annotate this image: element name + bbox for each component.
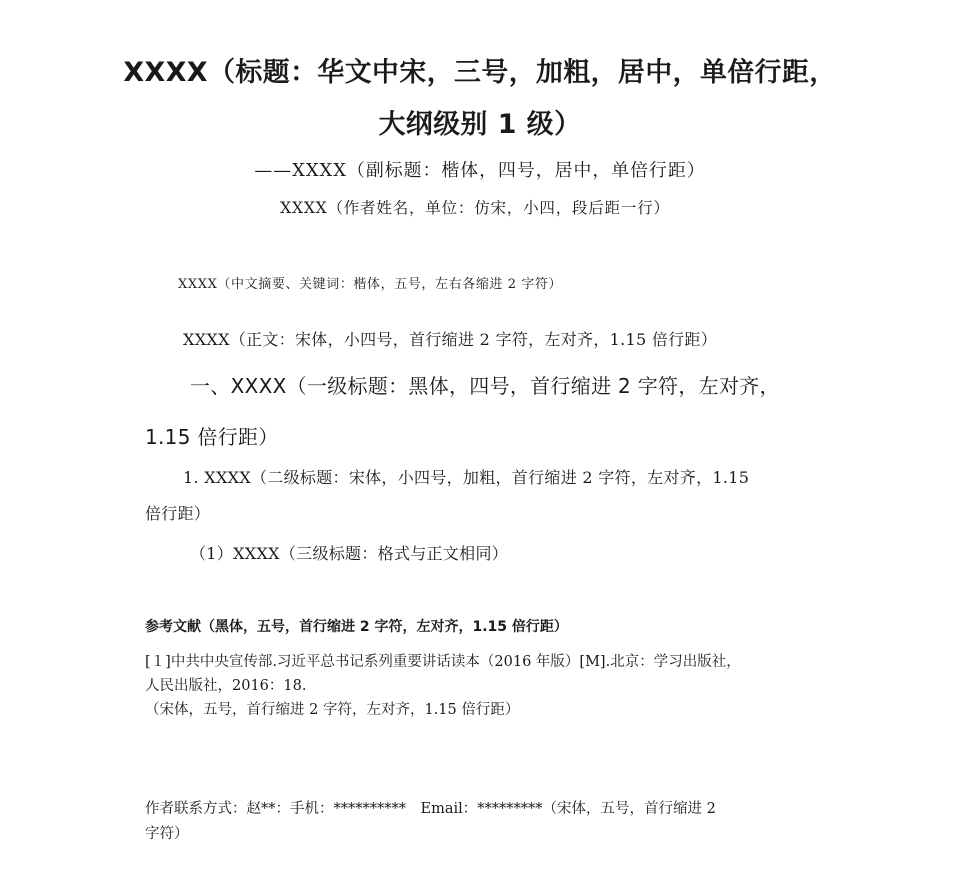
abstract-line: XXXX（中文摘要、关键词：楷体，五号，左右各缩进 2 字符）: [178, 277, 563, 292]
author-info: XXXX（作者姓名，单位：仿宋，小四，段后距一行）: [280, 199, 670, 217]
document-subtitle: ——XXXX（副标题：楷体，四号，居中，单倍行距）: [254, 160, 706, 181]
heading-level-2-line-1: 1. XXXX（二级标题：宋体，小四号，加粗，首行缩进 2 字符，左对齐，1.15: [183, 468, 750, 487]
reference-format-note: （宋体，五号，首行缩进 2 字符，左对齐，1.15 倍行距）: [145, 702, 520, 718]
reference-item-1-line-2: 人民出版社，2016：18.: [145, 678, 307, 694]
author-contact-line-2: 字符）: [145, 826, 189, 842]
heading-level-1-line-1: 一、XXXX（一级标题：黑体，四号，首行缩进 2 字符，左对齐，: [190, 374, 780, 398]
document-title-line-2: 大纲级别 1 级）: [378, 109, 582, 140]
body-text-line: XXXX（正文：宋体，小四号，首行缩进 2 字符，左对齐，1.15 倍行距）: [183, 330, 718, 349]
reference-item-1-line-1: [１]中共中央宣传部.习近平总书记系列重要讲话读本（2016 年版）[M].北京：学习出版社，: [145, 654, 741, 670]
document-title-line-1: XXXX（标题：华文中宋，三号，加粗，居中，单倍行距，: [123, 57, 837, 88]
references-heading: 参考文献（黑体，五号，首行缩进 2 字符，左对齐，1.15 倍行距）: [145, 619, 568, 635]
heading-level-2-line-2: 倍行距）: [145, 504, 211, 523]
heading-level-3: （1）XXXX（三级标题：格式与正文相同）: [190, 544, 509, 563]
author-contact-line-1: 作者联系方式：赵**：手机：********** Email：*********（宋体，五号，首行缩进 2: [145, 801, 716, 817]
heading-level-1-line-2: 1.15 倍行距）: [145, 425, 279, 449]
